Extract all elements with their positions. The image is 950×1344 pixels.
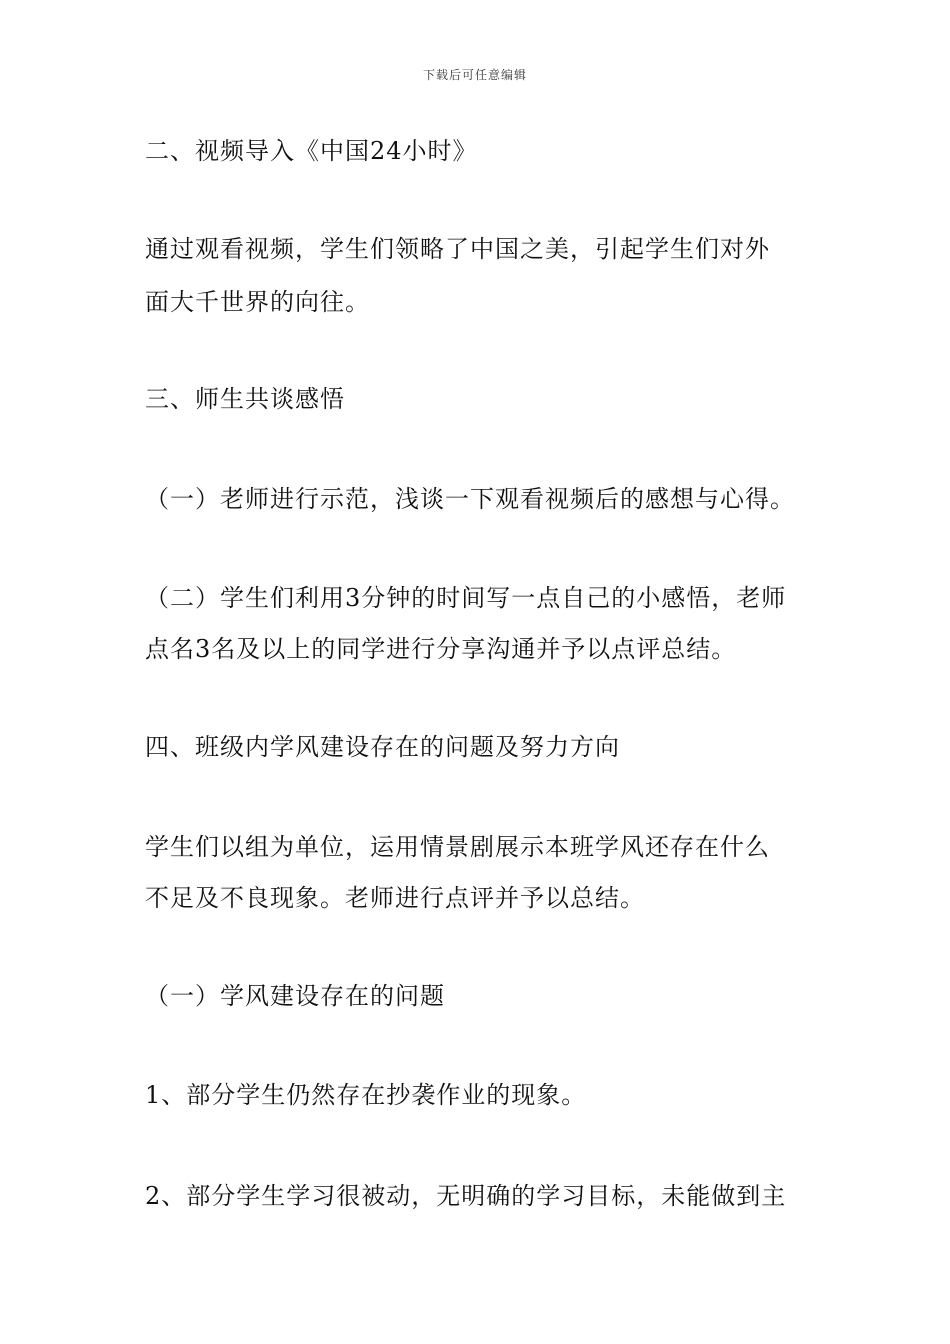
paragraph-line: （一）老师进行示范，浅谈一下观看视频后的感想与心得。 (145, 485, 795, 513)
list-item: 2、部分学生学习很被动，无明确的学习目标，未能做到主 (145, 1182, 787, 1210)
section-heading-problems: 四、班级内学风建设存在的问题及努力方向 (145, 733, 620, 761)
paragraph-line: 面大千世界的向往。 (145, 288, 370, 316)
paragraph-line: 不足及不良现象。老师进行点评并予以总结。 (145, 884, 645, 912)
section-heading-reflection: 三、师生共谈感悟 (145, 385, 345, 413)
paragraph-line: 通过观看视频，学生们领略了中国之美，引起学生们对外 (145, 235, 770, 263)
paragraph-line: 点名3名及以上的同学进行分享沟通并予以点评总结。 (145, 635, 737, 663)
list-item: 1、部分学生仍然存在抄袭作业的现象。 (145, 1081, 587, 1109)
paragraph-line: （二）学生们利用3分钟的时间写一点自己的小感悟，老师 (145, 584, 787, 612)
subsection-heading: （一）学风建设存在的问题 (145, 982, 445, 1010)
section-heading-video: 二、视频导入《中国24小时》 (145, 137, 478, 165)
paragraph-line: 学生们以组为单位，运用情景剧展示本班学风还存在什么 (145, 833, 770, 861)
header-note: 下载后可任意编辑 (422, 68, 527, 82)
